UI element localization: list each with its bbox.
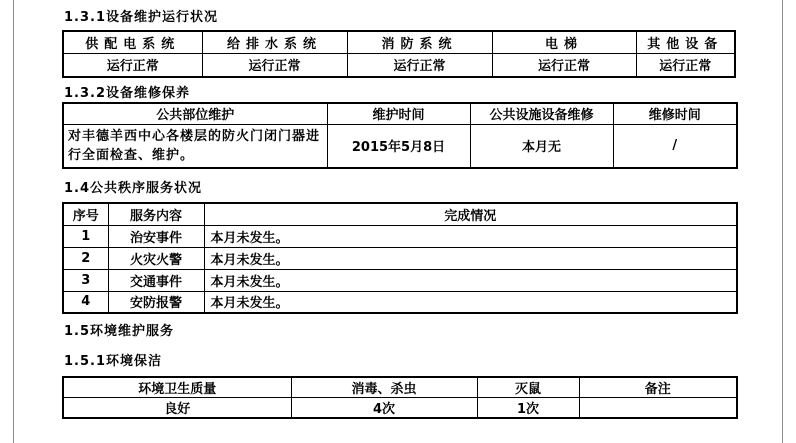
status-cell: 运行正常 bbox=[636, 53, 735, 77]
service-item: 火灾火警 bbox=[108, 247, 204, 269]
table-header-row bbox=[63, 103, 737, 124]
header-cell: 完成情况 bbox=[204, 203, 737, 225]
status-cell: 运行正常 bbox=[63, 53, 202, 77]
status-cell: 运行正常 bbox=[492, 53, 636, 77]
page-margin-right bbox=[782, 0, 783, 443]
service-item: 治安事件 bbox=[108, 225, 204, 247]
maintenance-date: 2015年5月8日 bbox=[327, 124, 470, 168]
status-cell: 运行正常 bbox=[347, 53, 492, 77]
rodent-control-count: 1次 bbox=[477, 398, 579, 419]
disinfection-count: 4次 bbox=[291, 398, 477, 419]
completion-status: 本月未发生。 bbox=[204, 269, 737, 291]
table-row bbox=[63, 269, 737, 291]
table-header-row bbox=[63, 203, 737, 225]
remarks bbox=[579, 398, 737, 419]
section-heading-1-5-1: 1.5.1环境保洁 bbox=[64, 354, 163, 369]
section-heading-1-5: 1.5环境维护服务 bbox=[64, 324, 175, 339]
header-cell: 备注 bbox=[579, 377, 737, 398]
header-cell: 电梯 bbox=[492, 31, 636, 53]
completion-status: 本月未发生。 bbox=[204, 291, 737, 313]
header-cell: 序号 bbox=[63, 203, 108, 225]
header-cell: 维修时间 bbox=[613, 103, 737, 124]
header-cell: 供配电系统 bbox=[63, 31, 202, 53]
header-cell: 其他设备 bbox=[636, 31, 735, 53]
header-cell: 公共设施设备维修 bbox=[470, 103, 613, 124]
environment-cleaning-table bbox=[62, 376, 738, 419]
row-number: 3 bbox=[63, 269, 108, 291]
header-cell: 给排水系统 bbox=[202, 31, 347, 53]
completion-status: 本月未发生。 bbox=[204, 247, 737, 269]
repair-date: / bbox=[613, 124, 737, 168]
service-item: 交通事件 bbox=[108, 269, 204, 291]
hygiene-quality: 良好 bbox=[63, 398, 291, 419]
table-row bbox=[63, 247, 737, 269]
row-number: 4 bbox=[63, 291, 108, 313]
table-header-row bbox=[63, 377, 737, 398]
repair-description: 本月无 bbox=[470, 124, 613, 168]
header-cell: 维护时间 bbox=[327, 103, 470, 124]
row-number: 1 bbox=[63, 225, 108, 247]
header-cell: 服务内容 bbox=[108, 203, 204, 225]
header-cell: 消防系统 bbox=[347, 31, 492, 53]
table-row bbox=[63, 124, 737, 168]
service-item: 安防报警 bbox=[108, 291, 204, 313]
maintenance-description: 对丰德羊西中心各楼层的防火门闭门器进行全面检查、维护。 bbox=[63, 124, 327, 168]
public-order-table bbox=[62, 202, 738, 314]
header-cell: 公共部位维护 bbox=[63, 103, 327, 124]
table-header-row bbox=[63, 31, 735, 53]
page-margin-left bbox=[13, 0, 14, 443]
table-row bbox=[63, 225, 737, 247]
header-cell: 消毒、杀虫 bbox=[291, 377, 477, 398]
status-cell: 运行正常 bbox=[202, 53, 347, 77]
equipment-status-table bbox=[62, 30, 736, 78]
maintenance-table bbox=[62, 102, 738, 169]
completion-status: 本月未发生。 bbox=[204, 225, 737, 247]
table-row bbox=[63, 398, 737, 419]
row-number: 2 bbox=[63, 247, 108, 269]
section-heading-1-3-2: 1.3.2设备维修保养 bbox=[64, 86, 191, 101]
section-heading-1-4: 1.4公共秩序服务状况 bbox=[64, 181, 203, 196]
header-cell: 环境卫生质量 bbox=[63, 377, 291, 398]
section-heading-1-3-1: 1.3.1设备维护运行状况 bbox=[64, 10, 219, 25]
table-row bbox=[63, 53, 735, 77]
table-row bbox=[63, 291, 737, 313]
header-cell: 灭鼠 bbox=[477, 377, 579, 398]
